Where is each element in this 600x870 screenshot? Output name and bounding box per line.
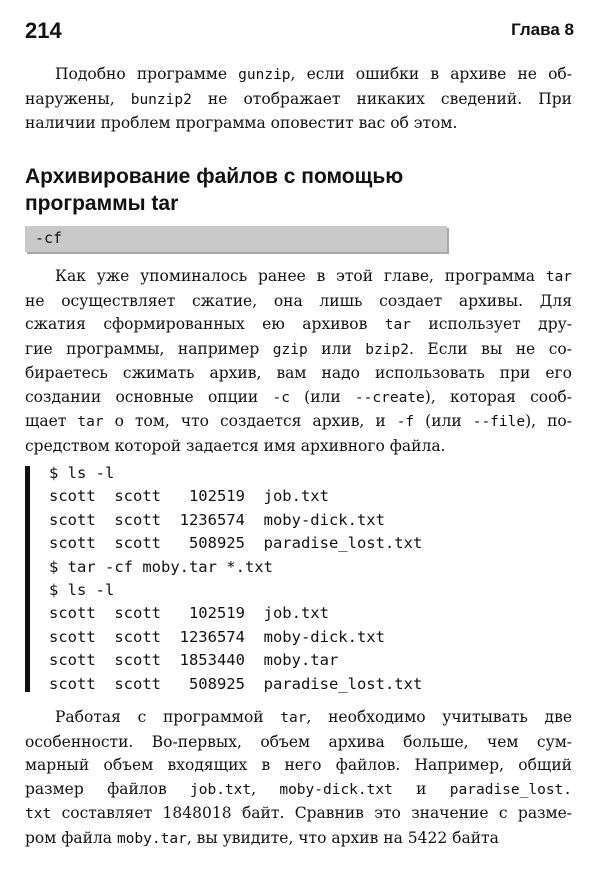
- page-header: [25, 18, 574, 46]
- text-run: сжатия сформированных ею архивов: [25, 315, 385, 333]
- inline-code: tar: [77, 414, 104, 430]
- inline-code: -c: [272, 389, 290, 406]
- code-line: scott scott 1236574 moby-dick.txt: [49, 510, 385, 529]
- inline-code: tar: [545, 269, 572, 285]
- code-line: $ ls -l: [49, 464, 115, 482]
- inline-code: tar: [384, 317, 411, 333]
- section-heading: [25, 163, 585, 217]
- code-line: $ ls -l: [49, 580, 115, 599]
- inline-code: bunzip2: [130, 91, 192, 108]
- text-line: [25, 435, 572, 459]
- code-listing-bar: [25, 466, 30, 692]
- text-run: составляет 1848018 байт. Сравнив это значение с разме-: [51, 804, 572, 822]
- code-line: scott scott 508925 paradise_lost.txt: [49, 674, 423, 693]
- inline-code: bzip2: [365, 341, 409, 358]
- inline-code: --create: [354, 389, 425, 406]
- inline-code: gunzip: [238, 67, 291, 83]
- text-line: [25, 410, 572, 435]
- paragraph-tar-features: [25, 706, 572, 851]
- text-run: . Если вы не со-: [408, 339, 572, 358]
- code-lines: [49, 462, 422, 696]
- text-run: , необходимо учитывать две: [306, 708, 572, 726]
- option-bar-text: -cf: [35, 229, 63, 247]
- text-line: [25, 338, 572, 363]
- text-run: ,: [251, 779, 280, 798]
- inline-code: gzip: [272, 341, 308, 358]
- text-run: , если ошибки в архиве не об-: [290, 65, 572, 83]
- text-run: создании основные опции: [25, 387, 273, 406]
- text-run: щает: [25, 412, 78, 430]
- text-line: [25, 313, 572, 338]
- inline-code: --file: [472, 414, 526, 430]
- text-run: использует дру-: [410, 315, 572, 333]
- text-run: не осуществляет сжатие, она лишь создает архивы. Для: [25, 291, 572, 310]
- text-line: [25, 362, 572, 386]
- text-run: наружены,: [25, 89, 131, 108]
- text-run: (или: [289, 387, 355, 406]
- text-line: [25, 802, 572, 827]
- inline-code: moby-dick.txt: [279, 781, 393, 798]
- text-line: [25, 88, 572, 113]
- code-line: scott scott 102519 job.txt: [49, 604, 329, 623]
- chapter-title: Глава 8: [511, 20, 574, 39]
- text-run: и: [392, 779, 450, 798]
- text-line: [25, 706, 572, 731]
- inline-code: paradise_lost.: [449, 781, 573, 798]
- text-run: ром файла: [25, 828, 117, 847]
- inline-code: tar: [280, 710, 307, 726]
- section-heading-line1: Архивирование файлов с помощью: [25, 165, 404, 188]
- code-listing: [25, 462, 575, 696]
- inline-code: moby.tar: [116, 830, 187, 847]
- code-line: scott scott 102519 job.txt: [49, 487, 329, 506]
- text-line: [25, 827, 572, 852]
- text-run: наличии проблем программа оповестит вас об этом.: [25, 114, 458, 132]
- text-run: о том, что создается архив, и: [103, 412, 397, 430]
- text-run: особенности. Во-первых, объем архива больше, чем сум-: [25, 732, 572, 751]
- text-line: [25, 778, 572, 803]
- paragraph-tar-intro: [25, 265, 572, 458]
- text-run: , вы увидите, что архив на 5422 байта: [186, 828, 499, 847]
- text-line: [25, 112, 572, 136]
- code-line: scott scott 1236574 moby-dick.txt: [49, 627, 385, 646]
- text-run: бираетесь сжимать архив, вам надо использовать при его: [25, 364, 572, 382]
- text-run: Как уже упоминалось ранее в этой главе, программа: [55, 267, 546, 285]
- text-line: [25, 731, 572, 755]
- inline-code: -f: [396, 414, 415, 430]
- text-run: или: [307, 339, 366, 358]
- option-bar: [25, 226, 447, 252]
- text-line: [25, 754, 572, 778]
- text-run: Работая с программой: [55, 708, 281, 726]
- text-run: марный объем входящих в него файлов. Например, общий: [25, 756, 572, 774]
- text-line: [25, 386, 572, 411]
- text-run: не отображает никаких сведений. При: [191, 89, 572, 108]
- text-run: ), по-: [525, 412, 572, 430]
- page-number: 214: [25, 18, 62, 43]
- section-heading-line2: программы tar: [25, 192, 179, 215]
- text-run: размер файлов: [25, 779, 190, 798]
- inline-code: job.txt: [190, 781, 252, 798]
- code-line: $ tar -cf moby.tar *.txt: [49, 557, 273, 576]
- text-line: [25, 290, 572, 314]
- code-line: scott scott 1853440 moby.tar: [49, 651, 339, 670]
- text-run: средством которой задается имя архивного файла.: [25, 436, 446, 455]
- inline-code: txt: [25, 806, 52, 822]
- text-run: Подобно программе: [55, 65, 239, 83]
- paragraph-bunzip2: [25, 63, 572, 136]
- code-line: scott scott 508925 paradise_lost.txt: [49, 534, 423, 553]
- text-line: [25, 63, 572, 88]
- text-line: [25, 265, 572, 290]
- text-run: гие программы, например: [25, 339, 273, 358]
- text-run: (или: [414, 412, 473, 430]
- text-run: ), которая сооб-: [424, 387, 573, 406]
